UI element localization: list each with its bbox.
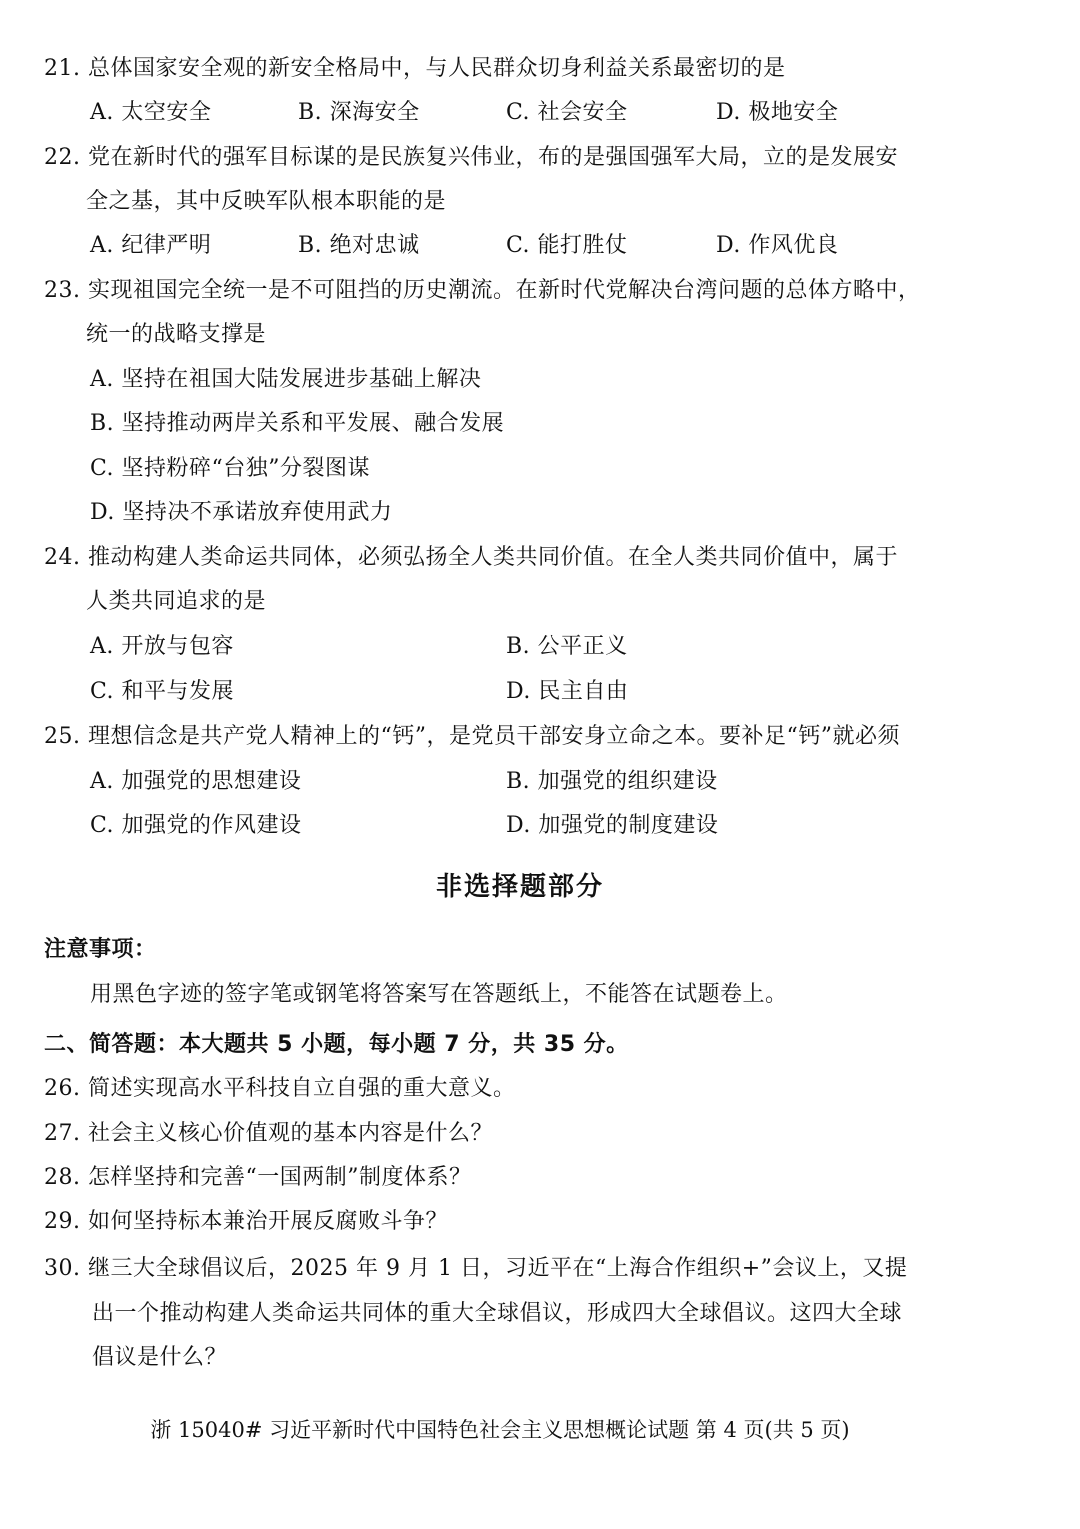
question-24-line-2: 人类共同追求的是	[86, 589, 267, 614]
notice-text: 用黑色字迹的签字笔或钢笔将答案写在答题纸上，不能答在试题卷上。	[90, 982, 788, 1007]
question-text: 社会主义核心价值观的基本内容是什么？	[88, 1121, 494, 1146]
question-text: 党在新时代的强军目标谋的是民族复兴伟业，布的是强国强军大局，立的是发展安	[88, 145, 899, 170]
question-text: 推动构建人类命运共同体，必须弘扬全人类共同价值。在全人类共同价值中，属于	[88, 545, 899, 570]
question-30-line-1	[44, 1254, 907, 1284]
question-23-line-2: 统一的战略支撑是	[86, 322, 267, 347]
question-text: 实现祖国完全统一是不可阻挡的历史潮流。在新时代党解决台湾问题的总体方略中，	[88, 278, 921, 303]
question-22-line-1	[44, 143, 898, 173]
question-number: 24.	[44, 545, 81, 570]
question-text: 总体国家安全观的新安全格局中，与人民群众切身利益关系最密切的是	[88, 56, 786, 81]
question-number: 21.	[44, 56, 81, 81]
question-number: 29.	[44, 1209, 81, 1234]
option-24-d: D. 民主自由	[506, 679, 629, 704]
option-23-a: A. 坚持在祖国大陆发展进步基础上解决	[90, 367, 482, 392]
question-number: 26.	[44, 1076, 81, 1101]
section-title: 非选择题部分	[435, 872, 604, 902]
question-23-line-1	[44, 276, 921, 306]
option-22-d: D. 作风优良	[716, 233, 839, 258]
question-22-line-2: 全之基，其中反映军队根本职能的是	[86, 189, 447, 214]
question-28	[44, 1163, 472, 1193]
question-text: 怎样坚持和完善“一国两制”制度体系？	[88, 1165, 472, 1190]
question-27	[44, 1119, 493, 1149]
question-29	[44, 1207, 448, 1237]
option-21-b: B. 深海安全	[298, 100, 420, 125]
option-23-c: C. 坚持粉碎“台独”分裂图谋	[90, 456, 371, 481]
option-24-a: A. 开放与包容	[90, 634, 234, 659]
question-26	[44, 1074, 516, 1104]
question-30-line-2: 出一个推动构建人类命运共同体的重大全球倡议，形成四大全球倡议。这四大全球	[92, 1301, 903, 1326]
question-number: 28.	[44, 1165, 81, 1190]
option-25-a: A. 加强党的思想建设	[90, 769, 302, 794]
option-23-b: B. 坚持推动两岸关系和平发展、融合发展	[90, 411, 505, 436]
notice-label: 注意事项：	[44, 937, 157, 962]
question-number: 30.	[44, 1256, 81, 1281]
option-25-d: D. 加强党的制度建设	[506, 813, 719, 838]
question-number: 22.	[44, 145, 81, 170]
question-30-line-3: 倡议是什么？	[92, 1345, 228, 1370]
option-22-c: C. 能打胜仗	[506, 233, 628, 258]
question-text: 理想信念是共产党人精神上的“钙”，是党员干部安身立命之本。要补足“钙”就必须	[88, 724, 900, 749]
option-21-d: D. 极地安全	[716, 100, 839, 125]
option-22-a: A. 纪律严明	[90, 233, 212, 258]
question-number: 27.	[44, 1121, 81, 1146]
option-22-b: B. 绝对忠诚	[298, 233, 420, 258]
question-number: 23.	[44, 278, 81, 303]
option-23-d: D. 坚持决不承诺放弃使用武力	[90, 500, 393, 525]
option-25-b: B. 加强党的组织建设	[506, 769, 718, 794]
question-text: 简述实现高水平科技自立自强的重大意义。	[88, 1076, 516, 1101]
option-24-b: B. 公平正义	[506, 634, 628, 659]
option-25-c: C. 加强党的作风建设	[90, 813, 302, 838]
option-24-c: C. 和平与发展	[90, 679, 235, 704]
question-text: 继三大全球倡议后，2025 年 9 月 1 日，习近平在“上海合作组织+”会议上，又提	[88, 1256, 908, 1281]
question-text: 如何坚持标本兼治开展反腐败斗争？	[88, 1209, 449, 1234]
question-number: 25.	[44, 724, 81, 749]
page-footer: 浙 15040# 习近平新时代中国特色社会主义思想概论试题 第 4 页(共 5 页)	[150, 1418, 850, 1442]
question-24-line-1	[44, 543, 898, 573]
question-25-line-1	[44, 722, 900, 752]
question-21-line-1	[44, 54, 786, 84]
part2-heading: 二、简答题：本大题共 5 小题，每小题 7 分，共 35 分。	[44, 1032, 629, 1057]
option-21-a: A. 太空安全	[90, 100, 212, 125]
option-21-c: C. 社会安全	[506, 100, 628, 125]
